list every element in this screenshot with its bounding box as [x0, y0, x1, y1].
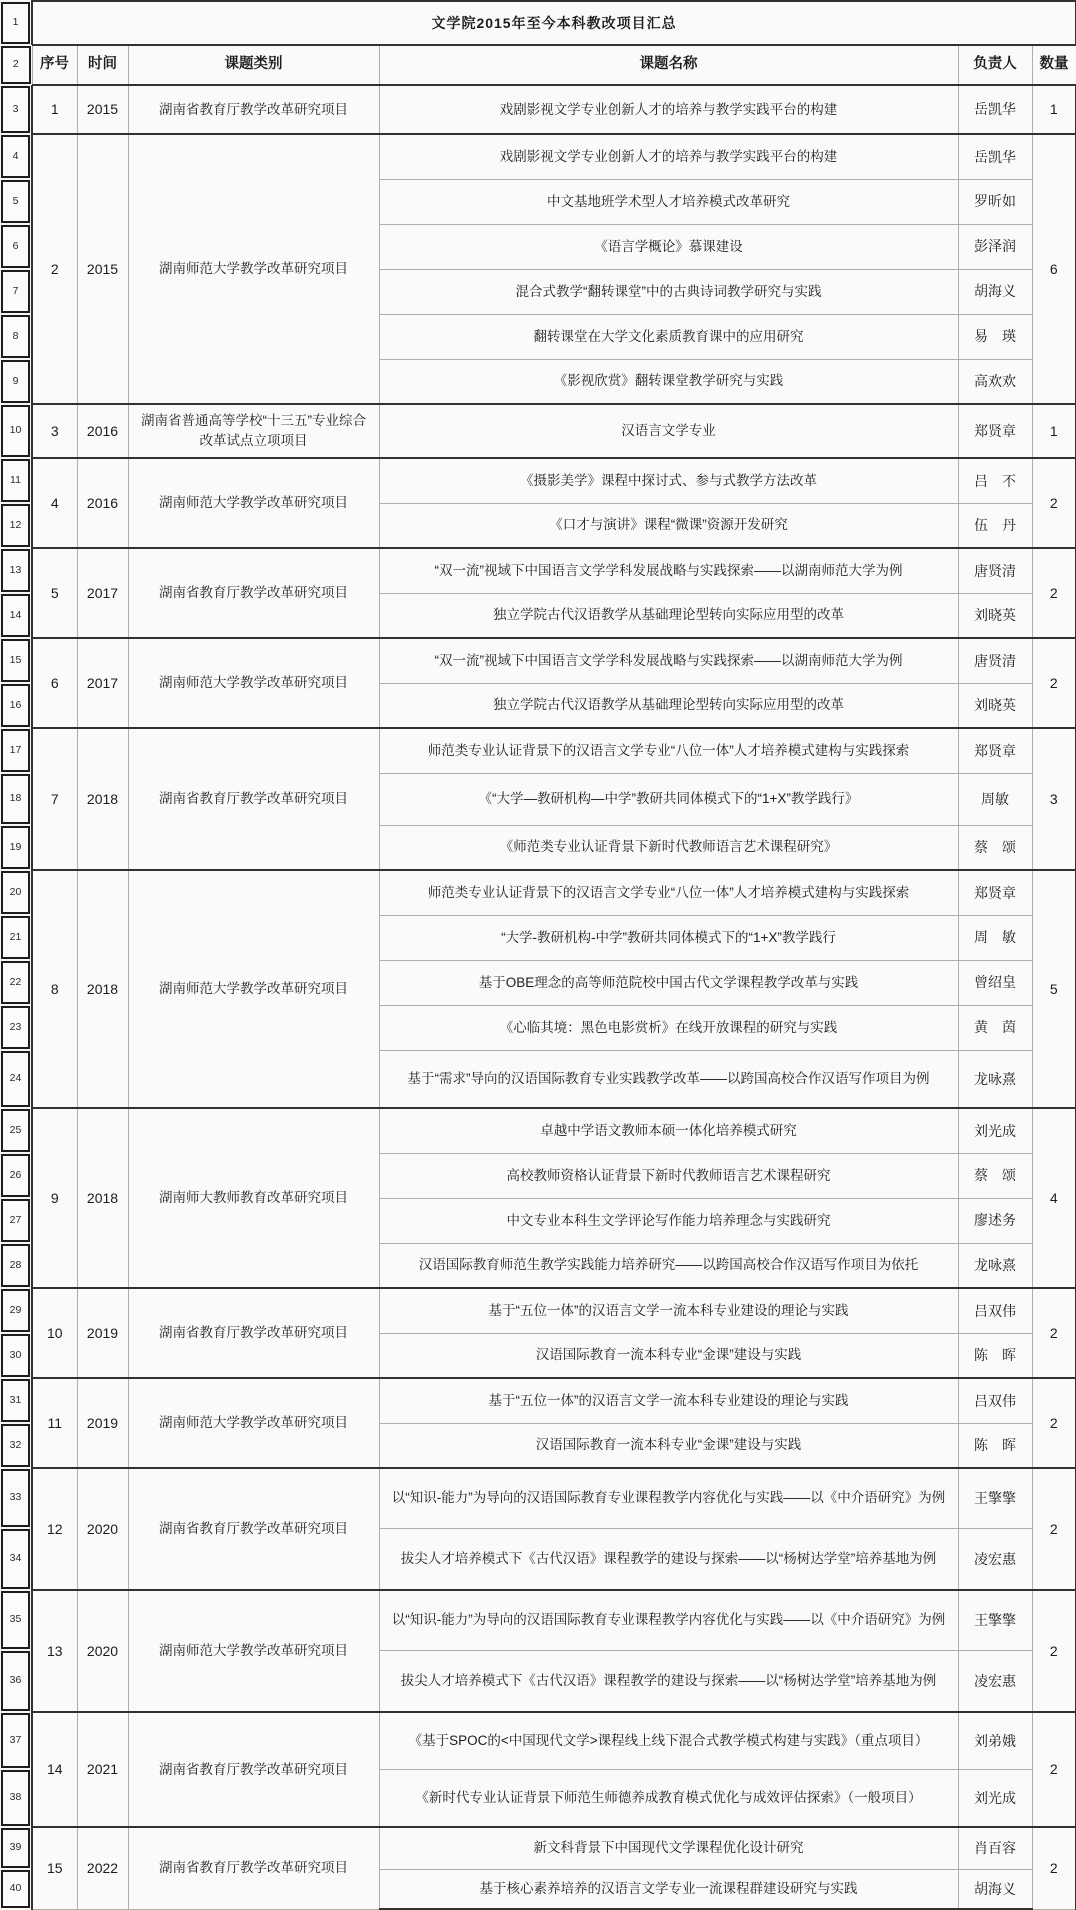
- project-name-cell: 混合式教学“翻转课堂”中的古典诗词教学研究与实践: [379, 269, 958, 314]
- project-name-cell: 新文科背景下中国现代文学课程优化设计研究: [379, 1827, 958, 1869]
- project-name-cell: “双一流”视域下中国语言文学学科发展战略与实践探索——以湖南师范大学为例: [379, 638, 958, 683]
- project-name-cell: “大学-教研机构-中学”教研共同体模式下的“1+X”教学践行: [379, 915, 958, 960]
- group-year-cell: 2017: [77, 638, 128, 728]
- group-count-cell: 2: [1032, 548, 1076, 638]
- row-number: [0, 134, 32, 179]
- row-number: [0, 1243, 32, 1288]
- row-number: [0, 1378, 32, 1423]
- project-name-cell: 拔尖人才培养模式下《古代汉语》课程教学的建设与探索——以“杨树达学堂”培养基地为例: [379, 1528, 958, 1590]
- group-number-cell: 12: [32, 1468, 77, 1590]
- group-category-cell: 湖南师范大学教学改革研究项目: [128, 458, 379, 548]
- row-number-box: 22: [1, 961, 30, 1004]
- project-name-cell: “双一流”视域下中国语言文学学科发展战略与实践探索——以湖南师范大学为例: [379, 548, 958, 593]
- group-count-cell: 2: [1032, 1288, 1076, 1378]
- row-number: [0, 960, 32, 1005]
- project-leader-cell: 郑贤章: [958, 404, 1032, 458]
- row-number-box: 20: [1, 871, 30, 914]
- row-number: [0, 1005, 32, 1050]
- table-row: [0, 1827, 1076, 1869]
- project-leader-cell: 黄 茵: [958, 1005, 1032, 1050]
- table-row: [0, 85, 1076, 134]
- table-row: [0, 1468, 1076, 1528]
- project-leader-cell: 周敏: [958, 773, 1032, 825]
- project-leader-cell: 廖述务: [958, 1198, 1032, 1243]
- row-number-box: 1: [1, 2, 30, 44]
- table-row: [0, 1590, 1076, 1650]
- project-name-cell: 基于OBE理念的高等师范院校中国古代文学课程教学改革与实践: [379, 960, 958, 1005]
- project-leader-cell: 龙咏熹: [958, 1050, 1032, 1108]
- group-year-cell: 2019: [77, 1288, 128, 1378]
- row-number: [0, 870, 32, 915]
- col-header-leader: 负责人: [958, 45, 1032, 85]
- row-number-box: 5: [1, 180, 30, 223]
- group-count-cell: 2: [1032, 1712, 1076, 1827]
- project-name-cell: 师范类专业认证背景下的汉语言文学专业“八位一体”人才培养模式建构与实践探索: [379, 728, 958, 773]
- row-number: [0, 593, 32, 638]
- project-name-cell: 《心临其境：黑色电影赏析》在线开放课程的研究与实践: [379, 1005, 958, 1050]
- project-name-cell: 汉语言文学专业: [379, 404, 958, 458]
- row-number-box: 14: [1, 594, 30, 637]
- project-name-cell: 基于“需求”导向的汉语国际教育专业实践教学改革——以跨国高校合作汉语写作项目为例: [379, 1050, 958, 1108]
- project-name-cell: 《师范类专业认证背景下新时代教师语言艺术课程研究》: [379, 825, 958, 870]
- page-title: 文学院2015年至今本科教改项目汇总: [32, 1, 1076, 45]
- row-number-box: 34: [1, 1529, 30, 1589]
- project-leader-cell: 刘晓英: [958, 683, 1032, 728]
- group-number-cell: 2: [32, 134, 77, 404]
- table-row: [0, 638, 1076, 683]
- row-number-box: 37: [1, 1713, 30, 1768]
- group-number-cell: 6: [32, 638, 77, 728]
- row-number: [0, 638, 32, 683]
- project-leader-cell: 刘晓英: [958, 593, 1032, 638]
- row-number: [0, 1050, 32, 1108]
- row-number: [0, 1590, 32, 1650]
- group-year-cell: 2018: [77, 1108, 128, 1288]
- row-number-box: 38: [1, 1770, 30, 1826]
- row-number-box: 7: [1, 270, 30, 313]
- project-leader-cell: 吕 不: [958, 458, 1032, 503]
- group-count-cell: 1: [1032, 404, 1076, 458]
- group-count-cell: 4: [1032, 1108, 1076, 1288]
- row-number-box: 16: [1, 684, 30, 727]
- group-number-cell: 8: [32, 870, 77, 1108]
- project-leader-cell: 彭泽润: [958, 224, 1032, 269]
- group-year-cell: 2020: [77, 1468, 128, 1590]
- project-name-cell: 高校教师资格认证背景下新时代教师语言艺术课程研究: [379, 1153, 958, 1198]
- row-number: [0, 85, 32, 134]
- row-number: [0, 683, 32, 728]
- project-leader-cell: 龙咏熹: [958, 1243, 1032, 1288]
- table-row: [0, 548, 1076, 593]
- group-category-cell: 湖南省教育厅教学改革研究项目: [128, 85, 379, 134]
- project-name-cell: 戏剧影视文学专业创新人才的培养与教学实践平台的构建: [379, 134, 958, 179]
- group-year-cell: 2020: [77, 1590, 128, 1712]
- group-category-cell: 湖南省教育厅教学改革研究项目: [128, 1712, 379, 1827]
- project-name-cell: 独立学院古代汉语教学从基础理论型转向实际应用型的改革: [379, 683, 958, 728]
- row-number: [0, 1288, 32, 1333]
- row-number: [0, 915, 32, 960]
- row-number: [0, 1769, 32, 1827]
- group-year-cell: 2015: [77, 85, 128, 134]
- project-name-cell: 基于“五位一体”的汉语言文学一流本科专业建设的理论与实践: [379, 1378, 958, 1423]
- row-number: [0, 1423, 32, 1468]
- group-number-cell: 11: [32, 1378, 77, 1468]
- group-year-cell: 2019: [77, 1378, 128, 1468]
- row-number-box: 9: [1, 360, 30, 403]
- group-year-cell: 2016: [77, 404, 128, 458]
- project-name-cell: 中文专业本科生文学评论写作能力培养理念与实践研究: [379, 1198, 958, 1243]
- row-number-box: 39: [1, 1828, 30, 1868]
- project-name-cell: 基于“五位一体”的汉语言文学一流本科专业建设的理论与实践: [379, 1288, 958, 1333]
- row-number-box: 26: [1, 1154, 30, 1197]
- row-number: [0, 1108, 32, 1153]
- group-number-cell: 1: [32, 85, 77, 134]
- project-name-cell: 翻转课堂在大学文化素质教育课中的应用研究: [379, 314, 958, 359]
- row-number: [0, 825, 32, 870]
- row-number-box: 15: [1, 639, 30, 682]
- group-year-cell: 2016: [77, 458, 128, 548]
- group-number-cell: 10: [32, 1288, 77, 1378]
- row-number-box: 18: [1, 774, 30, 824]
- project-name-cell: 以“知识-能力”为导向的汉语国际教育专业课程教学内容优化与实践——以《中介语研究》为例: [379, 1590, 958, 1650]
- row-number-box: 33: [1, 1469, 30, 1527]
- table-row: [0, 728, 1076, 773]
- row-number: [0, 179, 32, 224]
- project-leader-cell: 唐贤清: [958, 638, 1032, 683]
- row-number: [0, 728, 32, 773]
- row-number: [0, 359, 32, 404]
- group-count-cell: 2: [1032, 1378, 1076, 1468]
- project-leader-cell: 王擎擎: [958, 1468, 1032, 1528]
- project-leader-cell: 吕双伟: [958, 1378, 1032, 1423]
- row-number-box: 10: [1, 405, 30, 457]
- project-leader-cell: 刘弟娥: [958, 1712, 1032, 1769]
- project-name-cell: 戏剧影视文学专业创新人才的培养与教学实践平台的构建: [379, 85, 958, 134]
- project-leader-cell: 凌宏惠: [958, 1528, 1032, 1590]
- group-number-cell: 4: [32, 458, 77, 548]
- group-number-cell: 15: [32, 1827, 77, 1909]
- project-leader-cell: 肖百容: [958, 1827, 1032, 1869]
- row-number-box: 28: [1, 1244, 30, 1287]
- col-header-no: 序号: [32, 45, 77, 85]
- row-number: [0, 1, 32, 45]
- project-leader-cell: 陈 晖: [958, 1333, 1032, 1378]
- project-name-cell: 《摄影美学》课程中探讨式、参与式教学方法改革: [379, 458, 958, 503]
- row-number-box: 8: [1, 315, 30, 358]
- group-year-cell: 2017: [77, 548, 128, 638]
- table-row: [0, 45, 1076, 85]
- col-header-year: 时间: [77, 45, 128, 85]
- table-row: [0, 1712, 1076, 1769]
- group-category-cell: 湖南省教育厅教学改革研究项目: [128, 1827, 379, 1909]
- row-number-box: 21: [1, 916, 30, 959]
- group-category-cell: 湖南师范大学教学改革研究项目: [128, 870, 379, 1108]
- project-leader-cell: 刘光成: [958, 1108, 1032, 1153]
- group-category-cell: 湖南师范大学教学改革研究项目: [128, 1590, 379, 1712]
- project-leader-cell: 吕双伟: [958, 1288, 1032, 1333]
- project-leader-cell: 陈 晖: [958, 1423, 1032, 1468]
- col-header-category: 课题类别: [128, 45, 379, 85]
- row-number-box: 12: [1, 504, 30, 547]
- project-name-cell: 独立学院古代汉语教学从基础理论型转向实际应用型的改革: [379, 593, 958, 638]
- group-count-cell: 2: [1032, 1827, 1076, 1909]
- row-number: [0, 458, 32, 503]
- project-leader-cell: 易 瑛: [958, 314, 1032, 359]
- row-number: [0, 1528, 32, 1590]
- row-number-box: 32: [1, 1424, 30, 1467]
- table-row: [0, 458, 1076, 503]
- project-leader-cell: 胡海义: [958, 269, 1032, 314]
- group-year-cell: 2018: [77, 870, 128, 1108]
- project-leader-cell: 岳凯华: [958, 85, 1032, 134]
- row-number: [0, 773, 32, 825]
- project-leader-cell: 胡海义: [958, 1869, 1032, 1909]
- table-row: [0, 1288, 1076, 1333]
- project-name-cell: 基于核心素养培养的汉语言文学专业一流课程群建设研究与实践: [379, 1869, 958, 1909]
- project-leader-cell: 蔡 颂: [958, 1153, 1032, 1198]
- group-category-cell: 湖南师范大学教学改革研究项目: [128, 134, 379, 404]
- row-number: [0, 404, 32, 458]
- row-number: [0, 269, 32, 314]
- row-number: [0, 314, 32, 359]
- group-count-cell: 2: [1032, 1590, 1076, 1712]
- row-number-box: 23: [1, 1006, 30, 1049]
- row-number-box: 31: [1, 1379, 30, 1422]
- group-category-cell: 湖南省普通高等学校“十三五”专业综合改革试点立项项目: [128, 404, 379, 458]
- row-number-box: 19: [1, 826, 30, 869]
- project-name-cell: 汉语国际教育师范生教学实践能力培养研究——以跨国高校合作汉语写作项目为依托: [379, 1243, 958, 1288]
- project-leader-cell: 蔡 颂: [958, 825, 1032, 870]
- project-leader-cell: 罗昕如: [958, 179, 1032, 224]
- group-count-cell: 2: [1032, 1468, 1076, 1590]
- project-name-cell: 汉语国际教育一流本科专业“金课”建设与实践: [379, 1423, 958, 1468]
- group-number-cell: 7: [32, 728, 77, 870]
- row-number: [0, 1153, 32, 1198]
- row-number: [0, 503, 32, 548]
- row-number: [0, 1827, 32, 1869]
- group-count-cell: 3: [1032, 728, 1076, 870]
- group-number-cell: 3: [32, 404, 77, 458]
- project-leader-cell: 曾绍皇: [958, 960, 1032, 1005]
- row-number: [0, 1333, 32, 1378]
- row-number: [0, 1198, 32, 1243]
- group-category-cell: 湖南师范大学教学改革研究项目: [128, 1378, 379, 1468]
- row-number: [0, 548, 32, 593]
- project-leader-cell: 高欢欢: [958, 359, 1032, 404]
- project-leader-cell: 郑贤章: [958, 870, 1032, 915]
- group-category-cell: 湖南省教育厅教学改革研究项目: [128, 1288, 379, 1378]
- project-name-cell: 卓越中学语文教师本硕一体化培养模式研究: [379, 1108, 958, 1153]
- group-number-cell: 9: [32, 1108, 77, 1288]
- row-number-box: 11: [1, 459, 30, 502]
- row-number-box: 25: [1, 1109, 30, 1152]
- row-number-box: 30: [1, 1334, 30, 1377]
- row-number-box: 2: [1, 46, 31, 84]
- group-category-cell: 湖南师范大学教学改革研究项目: [128, 638, 379, 728]
- col-header-count: 数量: [1032, 45, 1076, 85]
- table-row: [0, 1108, 1076, 1153]
- project-leader-cell: 郑贤章: [958, 728, 1032, 773]
- project-leader-cell: 周 敏: [958, 915, 1032, 960]
- col-header-name: 课题名称: [379, 45, 958, 85]
- row-number-box: 24: [1, 1051, 30, 1107]
- project-name-cell: 《口才与演讲》课程“微课”资源开发研究: [379, 503, 958, 548]
- row-number-box: 35: [1, 1591, 30, 1649]
- row-number-box: 13: [1, 549, 30, 592]
- project-name-cell: 汉语国际教育一流本科专业“金课”建设与实践: [379, 1333, 958, 1378]
- project-name-cell: 《“大学—教研机构—中学”教研共同体模式下的“1+X”教学践行》: [379, 773, 958, 825]
- row-number-box: 27: [1, 1199, 30, 1242]
- row-number: [0, 1468, 32, 1528]
- group-year-cell: 2015: [77, 134, 128, 404]
- row-number: [0, 45, 32, 85]
- group-count-cell: 6: [1032, 134, 1076, 404]
- project-name-cell: 拔尖人才培养模式下《古代汉语》课程教学的建设与探索——以“杨树达学堂”培养基地为例: [379, 1650, 958, 1712]
- group-number-cell: 14: [32, 1712, 77, 1827]
- row-number-box: 4: [1, 135, 30, 178]
- group-number-cell: 13: [32, 1590, 77, 1712]
- project-name-cell: 以“知识-能力”为导向的汉语国际教育专业课程教学内容优化与实践——以《中介语研究》为例: [379, 1468, 958, 1528]
- row-number: [0, 1869, 32, 1909]
- row-number: [0, 1650, 32, 1712]
- project-leader-cell: 岳凯华: [958, 134, 1032, 179]
- project-name-cell: 师范类专业认证背景下的汉语言文学专业“八位一体”人才培养模式建构与实践探索: [379, 870, 958, 915]
- table-row: [0, 134, 1076, 179]
- row-number: [0, 1712, 32, 1769]
- project-name-cell: 中文基地班学术型人才培养模式改革研究: [379, 179, 958, 224]
- group-count-cell: 1: [1032, 85, 1076, 134]
- row-number-box: 29: [1, 1289, 30, 1332]
- row-number-box: 3: [1, 86, 30, 133]
- group-count-cell: 5: [1032, 870, 1076, 1108]
- group-category-cell: 湖南师大教师教育改革研究项目: [128, 1108, 379, 1288]
- row-number: [0, 224, 32, 269]
- group-count-cell: 2: [1032, 458, 1076, 548]
- project-name-cell: 《影视欣赏》翻转课堂教学研究与实践: [379, 359, 958, 404]
- row-number-box: 40: [1, 1870, 30, 1908]
- project-name-cell: 《新时代专业认证背景下师范生师德养成教育模式优化与成效评估探索》（一般项目）: [379, 1769, 958, 1827]
- project-leader-cell: 王擎擎: [958, 1590, 1032, 1650]
- group-category-cell: 湖南省教育厅教学改革研究项目: [128, 1468, 379, 1590]
- project-leader-cell: 凌宏惠: [958, 1650, 1032, 1712]
- project-leader-cell: 伍 丹: [958, 503, 1032, 548]
- group-number-cell: 5: [32, 548, 77, 638]
- project-name-cell: 《基于SPOC的<中国现代文学>课程线上线下混合式教学模式构建与实践》（重点项目）: [379, 1712, 958, 1769]
- project-leader-cell: 唐贤清: [958, 548, 1032, 593]
- group-count-cell: 2: [1032, 638, 1076, 728]
- table-row: [0, 404, 1076, 458]
- row-number-box: 36: [1, 1651, 30, 1711]
- project-leader-cell: 刘光成: [958, 1769, 1032, 1827]
- table-row: [0, 1378, 1076, 1423]
- table-row: [0, 1, 1076, 45]
- project-name-cell: 《语言学概论》慕课建设: [379, 224, 958, 269]
- table-row: [0, 870, 1076, 915]
- group-year-cell: 2022: [77, 1827, 128, 1909]
- group-category-cell: 湖南省教育厅教学改革研究项目: [128, 728, 379, 870]
- group-year-cell: 2018: [77, 728, 128, 870]
- row-number-box: 6: [1, 225, 30, 268]
- group-year-cell: 2021: [77, 1712, 128, 1827]
- row-number-box: 17: [1, 729, 30, 772]
- group-category-cell: 湖南省教育厅教学改革研究项目: [128, 548, 379, 638]
